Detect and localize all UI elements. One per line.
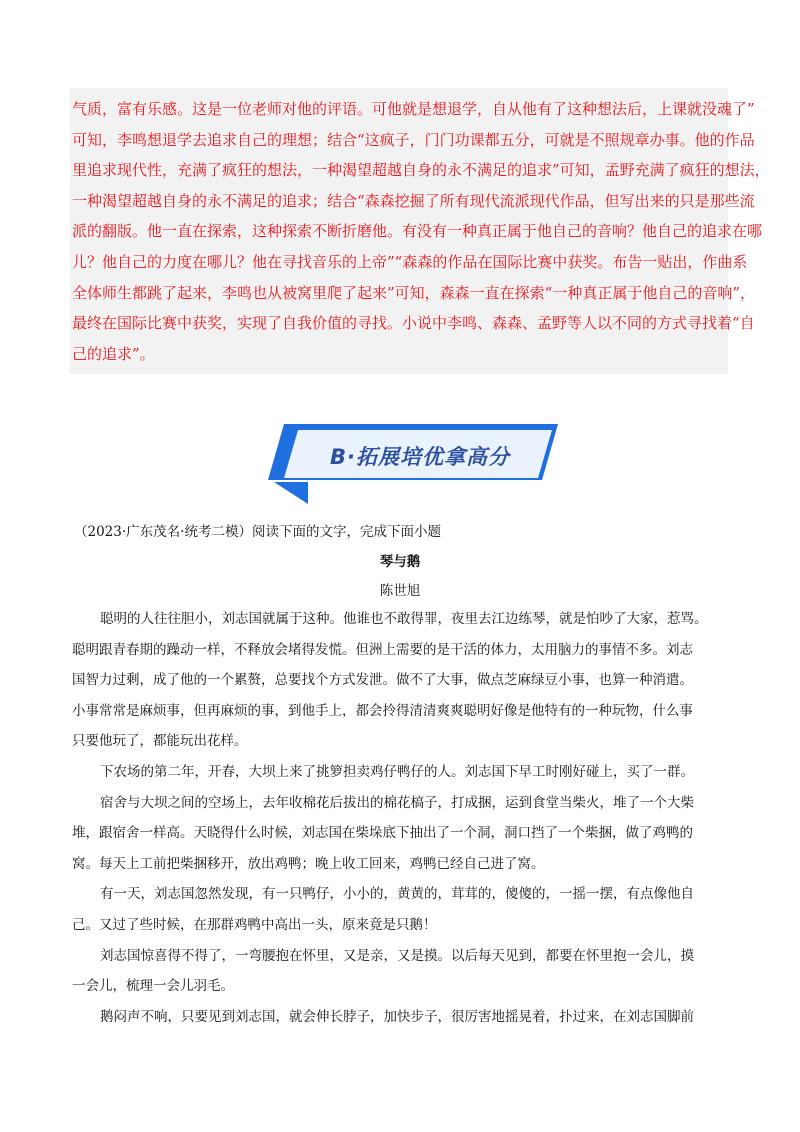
- answer-line: 全体师生都跳了起来，李鸣也从被窝里爬了起来”可知，森森一直在探索“一种真正属于他自己的音响”，: [72, 283, 756, 302]
- paragraph-line: 堆，跟宿舍一样高。天晓得什么时候，刘志国在柴垛底下抽出了一个洞，洞口挡了一个柴捆，做了鸡鸭的: [72, 825, 693, 842]
- banner-corner-tab: [274, 482, 308, 504]
- answer-line: 儿？他自己的力度在哪儿？他在寻找音乐的上帝”“森森的作品在国际比赛中获奖。布告一贴出，作曲系: [72, 252, 748, 271]
- paragraph-line: 己。又过了些时候，在那群鸡鸭中高出一头，原来竟是只鹅！: [72, 916, 437, 933]
- answer-line: 可知，李鸣想退学去追求自己的理想；结合“这疯子，门门功课都五分，可就是不照规章办事。他的作品: [72, 130, 755, 149]
- paragraph-line: 只要他玩了，都能玩出花样。: [72, 733, 248, 750]
- question-source: （2023·广东茂名·统考二模）阅读下面的文字，完成下面小题: [74, 524, 441, 540]
- paragraph-line: 聪明的人往往胆小，刘志国就属于这种。他谁也不敢得罪，夜里去江边练琴，就是怕吵了大家，惹骂。: [100, 611, 708, 627]
- answer-line: 气质，富有乐感。这是一位老师对他的评语。可他就是想退学，自从他有了这种想法后，上课就没魂了”: [72, 100, 755, 118]
- answer-line: 己的追求”。: [72, 344, 155, 363]
- paragraph-line: 宿舍与大坝之间的空场上，去年收棉花后拔出的棉花槁子，打成捆，运到食堂当柴火，堆了一个大柴: [100, 794, 694, 811]
- paragraph-line: 一会儿，梳理一会儿羽毛。: [72, 978, 234, 995]
- answer-line: 派的翻版。他一直在探索，这种探索不断折磨他。有没有一种真正属于他自己的音响？他自己的追求在哪: [72, 222, 763, 241]
- article-body: [72, 604, 732, 1032]
- banner-label: B·拓展培优拿高分: [330, 445, 510, 469]
- article-author: 陈世旭: [379, 583, 421, 599]
- paragraph-line: 窝。每天上工前把柴捆移开，放出鸡鸭；晚上收工回来，鸡鸭已经自己进了窝。: [72, 855, 545, 872]
- paragraph-line: 有一天，刘志国忽然发现，有一只鸭仔，小小的，黄黄的，茸茸的，傻傻的，一摇一摆，有点像他自: [100, 886, 694, 903]
- paragraph-line: 鹅闷声不响，只要见到刘志国，就会伸长脖子，加快步子，很厉害地摇晃着，扑过来，在刘志国脚前: [100, 1008, 694, 1025]
- answer-text: [72, 94, 770, 369]
- answer-line: 最终在国际比赛中获奖，实现了自我价值的寻找。小说中李鸣、森森、孟野等人以不同的方式寻找着“自: [72, 314, 755, 333]
- article-title: 琴与鹅: [379, 554, 421, 570]
- paragraph-line: 刘志国惊喜得不得了，一弯腰抱在怀里，又是亲，又是摸。以后每天见到，都要在怀里抱一会儿，摸: [100, 947, 694, 964]
- paragraph-line: 小事常常是麻烦事，但再麻烦的事，到他手上，都会拎得清清爽爽聪明好像是他特有的一种玩物，什么事: [72, 702, 693, 719]
- paragraph-line: 聪明跟青春期的躁动一样，不释放会堵得发慌。但洲上需要的是干活的体力，太用脑力的事情不多。刘志: [72, 641, 693, 658]
- answer-line: 一种渴望超越自身的永不满足的追求；结合“森森挖掘了所有现代流派现代作品，但写出来的只是那些流: [72, 191, 755, 210]
- paragraph-line: 国智力过剩，成了他的一个累赘，总要找个方式发泄。做不了大事，做点芝麻绿豆小事，也算一种消遣。: [72, 672, 693, 689]
- paragraph-line: 下农场的第二年，开春，大坝上来了挑箩担卖鸡仔鸭仔的人。刘志国下早工时刚好碰上，买了一群。: [100, 763, 694, 780]
- answer-line: 里追求现代性，充满了疯狂的想法，一种渴望超越自身的永不满足的追求”可知，孟野充满了疯狂的想法，: [72, 161, 770, 180]
